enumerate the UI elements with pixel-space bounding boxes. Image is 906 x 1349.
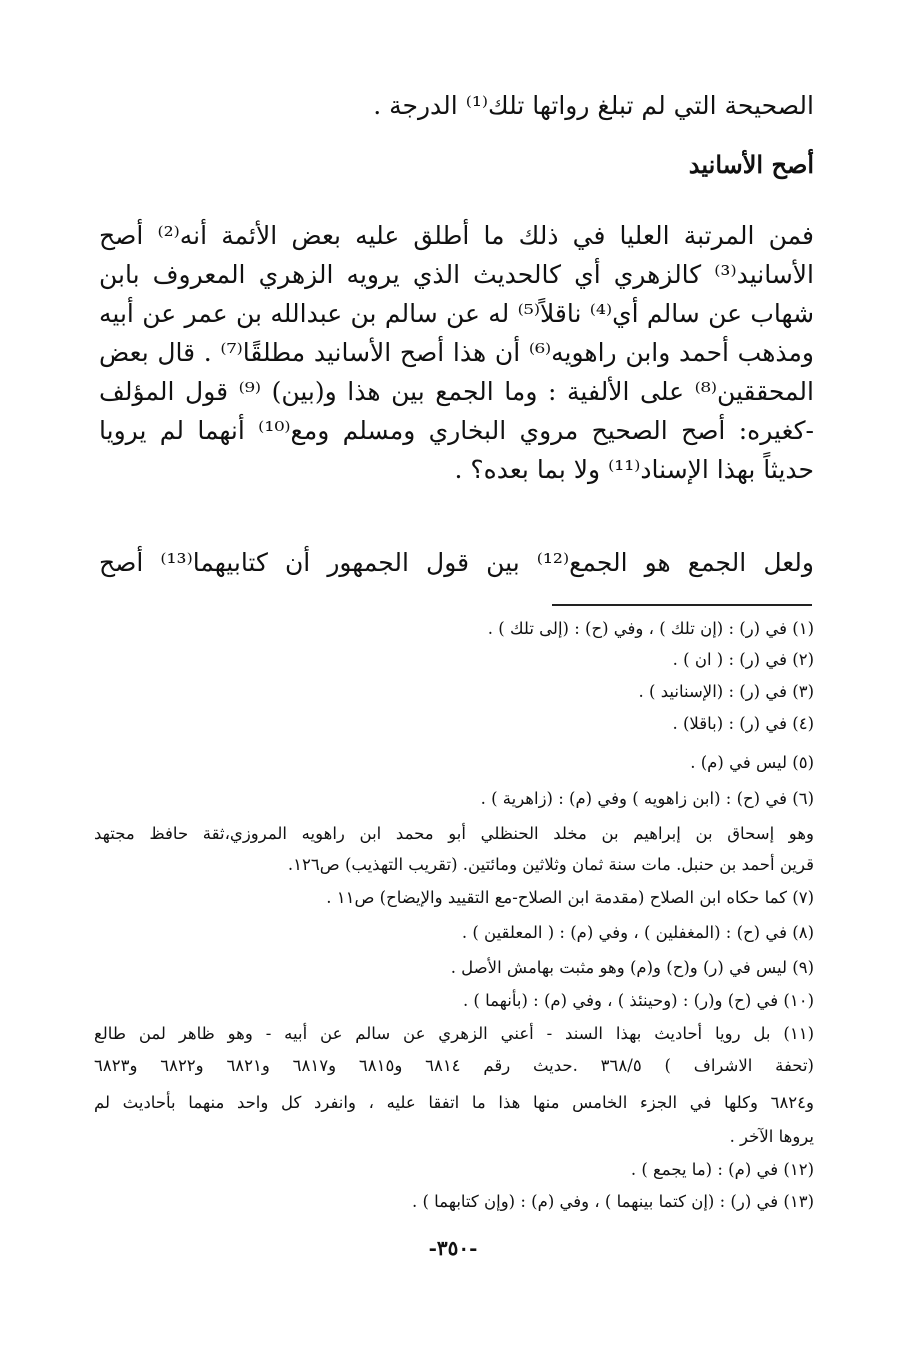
paragraph-line: ومذهب أحمد وابن راهويه⁽⁶⁾ أن هذا أصح الأسانيد مطلقًا⁽⁷⁾ . قال بعض (99, 338, 814, 367)
footnote-7: (٧) كما حكاه ابن الصلاح (مقدمة ابن الصلاح-مع التقييد والإيضاح) ص١١ . (326, 888, 814, 907)
section-heading: أصح الأسانيد (688, 150, 814, 179)
footnote-12: (١٢) في (م) : (ما يجمع ) . (630, 1160, 814, 1179)
footnote-13: (١٣) في (ر) : (إن كتما بينهما ) ، وفي (م) : (وإن كتابهما ) . (411, 1192, 814, 1211)
body-line-1: الصحيحة التي لم تبلغ رواتها تلك⁽¹⁾ الدرجة . (373, 91, 814, 120)
footnote-8: (٨) في (ح) : (المغفلين ) ، وفي (م) : ( المعلقين ) . (461, 923, 814, 942)
paragraph-line: الأسانيد⁽³⁾ كالزهري أي كالحديث الذي يرويه الزهري المعروف بابن (99, 260, 814, 289)
footnote-6-note: قرين أحمد بن حنبل. مات سنة ثمان وثلاثين ومائتين. (تقريب التهذيب) ص١٢٦. (287, 855, 814, 874)
paragraph-line: فمن المرتبة العليا في ذلك ما أطلق عليه بعض الأئمة أنه⁽²⁾ أصح (99, 221, 815, 250)
footnote-6: (٦) في (ح) : (ابن زاهويه ) وفي (م) : (زاهرية ) . (480, 789, 814, 808)
footnote-1: (١) في (ر) : (إن تلك ) ، وفي (ح) : (إلى تلك ) . (487, 619, 814, 638)
footnote-6-note: وهو إسحاق بن إبراهيم بن مخلد الحنظلي أبو محمد ابن راهويه المروزي،ثقة حافظ مجتهد (94, 824, 814, 843)
page-number: -٣٥٠- (428, 1236, 478, 1260)
footnote-11: و٦٨٢٤ وكلها في الجزء الخامس منها هذا ما اتفقا عليه ، وانفرد كل واحد منهما بأحاديث لم (94, 1093, 814, 1112)
footnote-5: (٥) ليس في (م) . (690, 753, 814, 772)
paragraph-line: حديثاً بهذا الإسناد⁽¹¹⁾ ولا بما بعده؟ . (454, 455, 814, 484)
footnote-11: (١١) بل رويا أحاديث بهذا السند - أعني الزهري عن سالم عن أبيه - وهو ظاهر لمن طالع (94, 1024, 814, 1043)
footnote-3: (٣) في (ر) : (الإسنانيد ) . (638, 682, 814, 701)
paragraph-line: شهاب عن سالم أي⁽⁴⁾ ناقلاً⁽⁵⁾ له عن سالم بن عبدالله بن عمر عن أبيه (99, 299, 815, 328)
paragraph-line: المحققين⁽⁸⁾ على الألفية : وما الجمع بين هذا و(بين) ⁽⁹⁾ قول المؤلف (99, 377, 814, 406)
paragraph-line: -كغيره: أصح الصحيح مروي البخاري ومسلم ومع⁽¹⁰⁾ أنهما لم يرويا (99, 416, 814, 445)
footnote-2: (٢) في (ر) : ( ان ) . (672, 650, 814, 669)
paragraph-line: ولعل الجمع هو الجمع⁽¹²⁾ بين قول الجمهور أن كتابيهما⁽¹³⁾ أصح (99, 548, 814, 577)
footnote-10: (١٠) في (ح) و(ر) : (وحينئذ ) ، وفي (م) : (بأنهما ) . (462, 991, 814, 1010)
footnote-11: يروها الآخر . (729, 1127, 814, 1146)
footnote-4: (٤) في (ر) : (باقلا) . (672, 714, 814, 733)
footnote-divider (552, 604, 812, 606)
footnote-11: (تحفة الاشراف ) ٣٦٨/٥ .حديث رقم ٦٨١٤ و٦٨١٥ و٦٨١٧ و٦٨٢١ و٦٨٢٢ و٦٨٢٣ (94, 1056, 814, 1075)
footnote-9: (٩) ليس في (ر) و(ح) و(م) وهو مثبت بهامش الأصل . (450, 958, 814, 977)
